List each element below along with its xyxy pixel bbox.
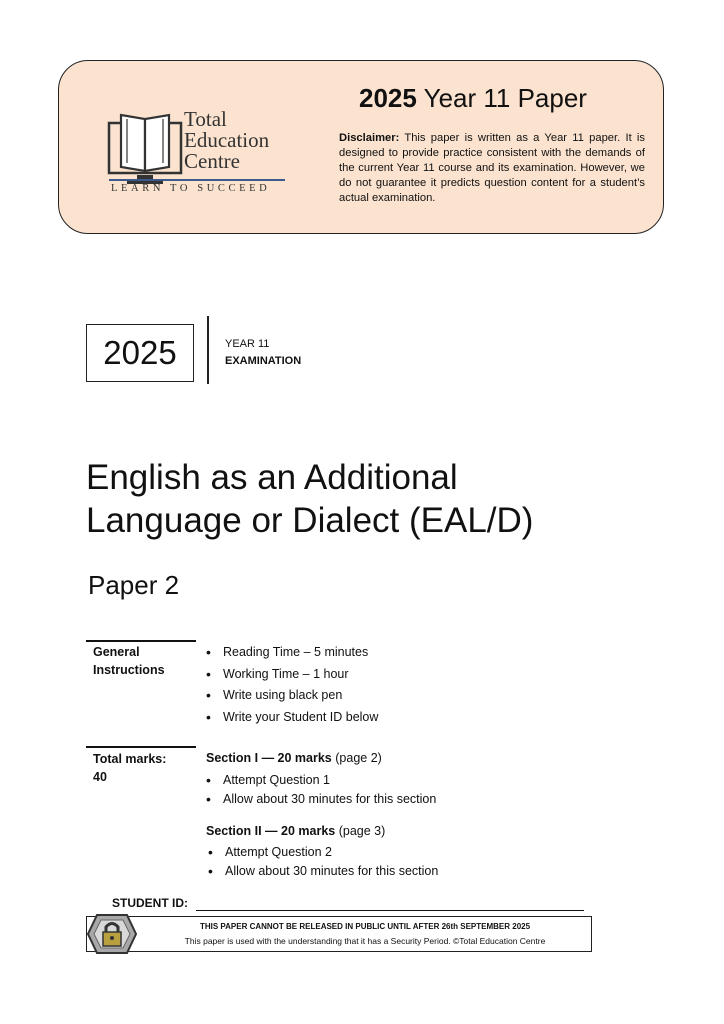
paper-title-year: 2025 — [359, 83, 417, 113]
paper-title-text: Year 11 Paper — [423, 83, 587, 113]
list-item: • Reading Time – 5 minutes — [206, 642, 378, 664]
exam-year-box: 2025 — [86, 324, 194, 382]
exam-type: EXAMINATION — [225, 355, 302, 367]
logo-line: Total — [184, 107, 227, 131]
list-item: • Write using black pen — [206, 685, 378, 707]
section-rule — [86, 640, 196, 642]
section-2-list — [208, 843, 438, 881]
section-1-page: (page 2) — [335, 751, 382, 765]
logo-line: Centre — [184, 149, 240, 173]
section-1-title: Section I — 20 marks — [206, 751, 332, 765]
list-item: • Attempt Question 2 — [208, 843, 438, 862]
student-id-field[interactable] — [196, 910, 584, 911]
total-marks-label — [93, 750, 166, 786]
padlock-icon — [87, 911, 137, 957]
section-2-page: (page 3) — [338, 824, 386, 838]
section-2-title: Section II — 20 marks — [206, 824, 336, 838]
list-item: • Attempt Question 1 — [206, 771, 436, 790]
label-line: Total marks: — [93, 752, 167, 766]
list-item: • Allow about 30 minutes for this section — [208, 862, 438, 881]
logo-wordmark — [184, 109, 269, 172]
section-rule — [86, 746, 196, 748]
subject-line: English as an Additional — [86, 458, 458, 497]
security-subnotice: This paper is used with the understanding that it has a Security Period. ©Total Education Centre — [184, 936, 546, 946]
general-instructions-list — [206, 642, 378, 728]
logo-tagline: LEARN TO SUCCEED — [111, 183, 271, 194]
disclaimer-label: Disclaimer: — [339, 132, 400, 144]
section-1-heading — [206, 751, 382, 765]
divider — [207, 316, 209, 384]
paper-title — [359, 83, 587, 114]
disclaimer — [339, 131, 645, 206]
label-line: Instructions — [93, 663, 165, 677]
list-item: • Working Time – 1 hour — [206, 664, 378, 686]
list-item: • Write your Student ID below — [206, 707, 378, 729]
logo-line: Education — [184, 128, 270, 152]
list-item: • Allow about 30 minutes for this section — [206, 790, 436, 809]
section-1-list — [206, 771, 436, 809]
total-marks-value: 40 — [93, 770, 107, 784]
subject-title — [86, 456, 533, 542]
security-notice: THIS PAPER CANNOT BE RELEASED IN PUBLIC UNTIL AFTER 26th SEPTEMBER 2025 — [199, 922, 531, 931]
header-banner — [58, 60, 664, 234]
security-footer — [86, 916, 592, 952]
logo-rule — [109, 179, 285, 181]
disclaimer-text: This paper is written as a Year 11 paper. It is designed to provide practice consistent with the demands of the current Year 11 course and its examination. However, we do not guarantee it predicts question content for a student’s actual examination. — [339, 132, 646, 204]
section-2-heading — [206, 824, 385, 838]
general-instructions-label — [93, 643, 165, 679]
subject-line: Language or Dialect (EAL/D) — [86, 501, 534, 540]
paper-number: Paper 2 — [88, 570, 180, 600]
exam-level: YEAR 11 — [225, 338, 270, 350]
label-line: General — [93, 645, 140, 659]
student-id-label: STUDENT ID: — [112, 896, 188, 910]
